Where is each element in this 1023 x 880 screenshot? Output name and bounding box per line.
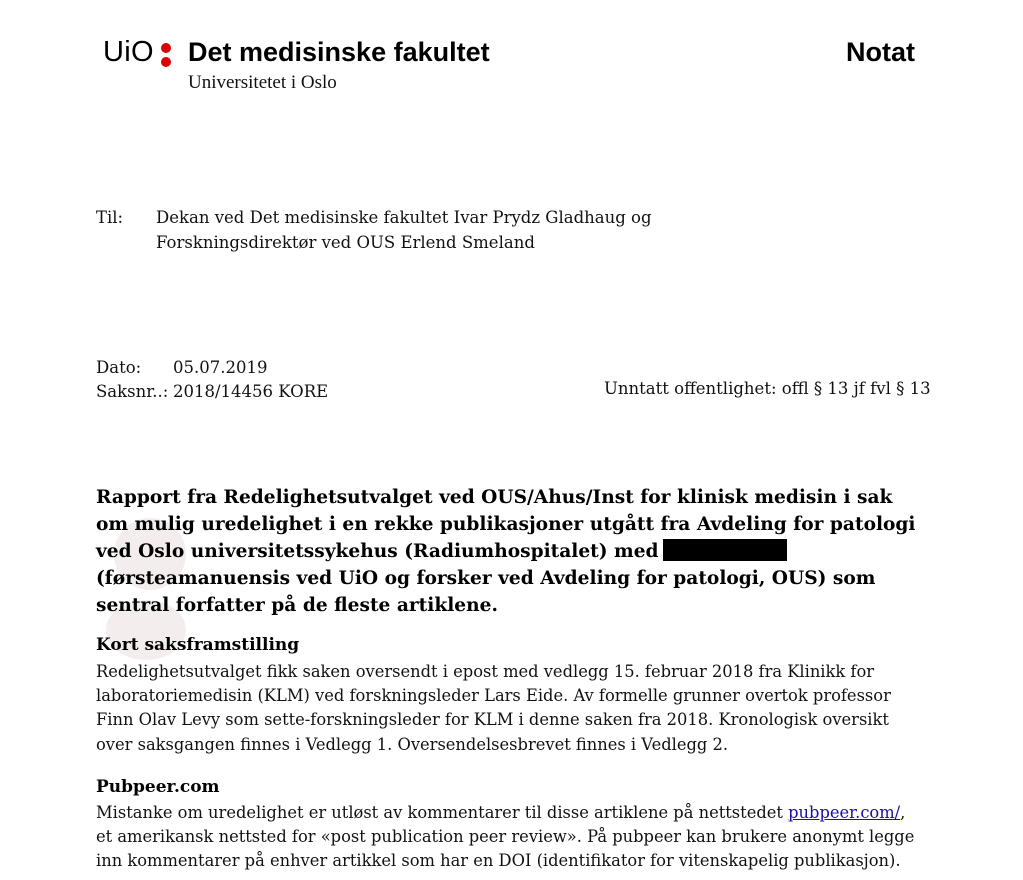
redaction-bar [663, 539, 787, 561]
recipient-label: Til: [96, 208, 124, 227]
body-line: et amerikansk nettsted for «post publication peer review». På pubpeer kan brukere anonymt legge [96, 827, 915, 847]
report-title-line [96, 538, 936, 565]
body-line: laboratoriemedisin (KLM) ved forskningsleder Lars Eide. Av formelle grunner overtok professor [96, 686, 891, 706]
recipient-line: Dekan ved Det medisinske fakultet Ivar Prydz Gladhaug og [156, 208, 652, 227]
recipient-line: Forskningsdirektør ved OUS Erlend Smeland [156, 233, 535, 252]
pubpeer-link[interactable]: pubpeer.com/ [788, 803, 901, 822]
section-body-summary [96, 660, 891, 757]
report-title-text: ved Oslo universitetssykehus (Radiumhospitalet) med [96, 541, 659, 562]
report-title-line: (førsteamanuensis ved UiO og forsker ved Avdeling for patologi, OUS) som [96, 568, 876, 589]
report-title [96, 484, 936, 619]
faculty-name: Det medisinske fakultet [188, 37, 490, 67]
body-line: Redelighetsutvalget fikk saken oversendt i epost med vedlegg 15. februar 2018 fra Klinikk for [96, 662, 875, 681]
report-title-line: Rapport fra Redelighetsutvalget ved OUS/Ahus/Inst for klinisk medisin i sak [96, 487, 893, 508]
body-text: , [900, 803, 906, 822]
report-title-line: sentral forfatter på de fleste artiklene. [96, 595, 498, 616]
exemption-notice: Unntatt offentlighet: offl § 13 jf fvl § 13 [604, 379, 931, 398]
section-heading-pubpeer: Pubpeer.com [96, 777, 220, 797]
case-number-label: Saksnr..: [96, 382, 169, 401]
body-line [96, 801, 914, 825]
body-line: over saksgangen finnes i Vedlegg 1. Oversendelsesbrevet finnes i Vedlegg 2. [96, 734, 729, 754]
report-title-line: om mulig uredelighet i en rekke publikasjoner utgått fra Avdeling for patologi [96, 514, 916, 535]
body-line: inn kommentarer på enhver artikkel som har en DOI (identifikator for vitenskapelig publikasjon). [96, 851, 901, 871]
university-name: Universitetet i Oslo [188, 72, 337, 93]
uio-logo-dots-icon [161, 43, 171, 67]
case-number-value: 2018/14456 KORE [173, 382, 329, 401]
document-type: Notat [846, 37, 915, 67]
date-value: 05.07.2019 [173, 358, 268, 377]
body-line: Finn Olav Levy som sette-forskningsleder for KLM i denne saken fra 2018. Kronologisk oversikt [96, 710, 889, 730]
uio-logo-text: UiO [103, 36, 154, 68]
date-label: Dato: [96, 358, 142, 377]
body-text: Mistanke om uredelighet er utløst av kommentarer til disse artiklene på nettstedet [96, 803, 789, 822]
recipient-block [156, 205, 652, 255]
section-body-pubpeer [96, 801, 914, 874]
section-heading-summary: Kort saksframstilling [96, 635, 300, 655]
